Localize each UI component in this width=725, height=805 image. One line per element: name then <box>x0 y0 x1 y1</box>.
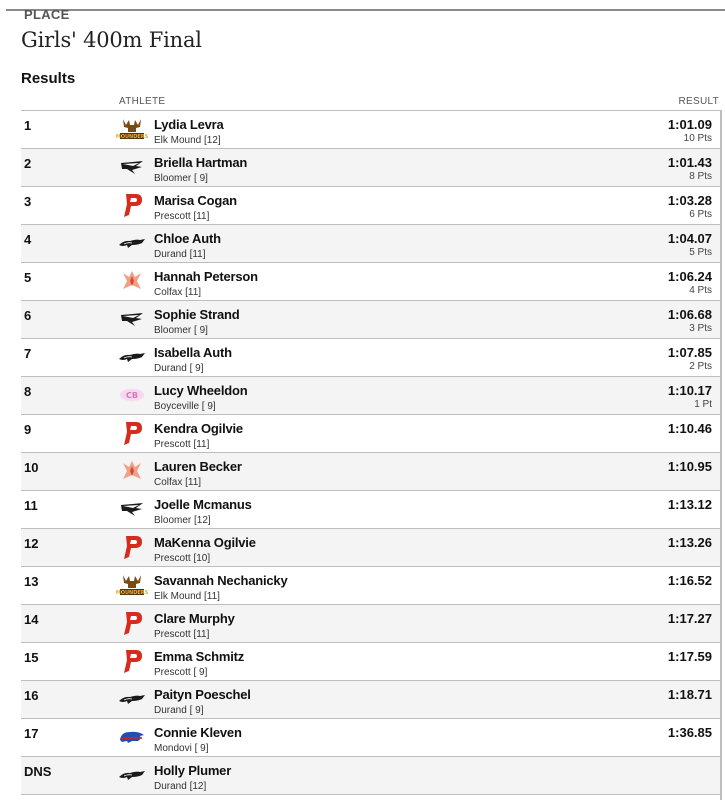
place-cell: 14 <box>24 612 39 627</box>
prescott-p-logo <box>119 421 145 445</box>
place-cell: 9 <box>24 422 32 437</box>
result-row <box>21 376 720 414</box>
result-time: 1:06.68 <box>667 307 712 322</box>
place-cell: 6 <box>24 308 32 323</box>
athlete-name[interactable]: Briella Hartman <box>154 155 248 170</box>
athlete-name[interactable]: Chloe Auth <box>154 231 221 246</box>
athlete-name[interactable]: Emma Schmitz <box>154 649 245 664</box>
place-cell: DNS <box>24 764 52 779</box>
athlete-name[interactable]: Savannah Nechanicky <box>154 573 288 588</box>
team-and-grade[interactable]: Prescott [11] <box>154 439 210 450</box>
bloomer-hawk-logo <box>119 155 145 179</box>
athlete-name[interactable]: Paityn Poeschel <box>154 687 251 702</box>
result-points: 4 Pts <box>689 285 712 296</box>
team-and-grade[interactable]: Durand [ 9] <box>154 705 204 716</box>
team-and-grade[interactable]: Elk Mound [11] <box>154 591 220 602</box>
result-time: 1:18.71 <box>667 687 712 702</box>
place-cell: 16 <box>24 688 39 703</box>
results-table <box>21 110 720 795</box>
athlete-name[interactable]: Lydia Levra <box>154 117 224 132</box>
result-time: 1:36.85 <box>667 725 712 740</box>
athlete-name[interactable]: Connie Kleven <box>154 725 242 740</box>
team-and-grade[interactable]: Boyceville [ 9] <box>154 401 216 412</box>
svg-text:CB: CB <box>126 391 138 400</box>
athlete-name[interactable]: Lucy Wheeldon <box>154 383 248 398</box>
column-header-place: PLACE <box>24 7 70 22</box>
result-row <box>21 566 720 604</box>
prescott-p-logo <box>119 535 145 559</box>
team-and-grade[interactable]: Colfax [11] <box>154 477 202 488</box>
athlete-name[interactable]: Hannah Peterson <box>154 269 258 284</box>
athlete-name[interactable]: Clare Murphy <box>154 611 235 626</box>
page-title: Girls' 400m Final <box>21 28 202 52</box>
place-cell: 8 <box>24 384 32 399</box>
boyceville-logo <box>119 383 145 407</box>
team-and-grade[interactable]: Prescott [ 9] <box>154 667 208 678</box>
place-cell: 4 <box>24 232 32 247</box>
result-row <box>21 490 720 528</box>
athlete-name[interactable]: Lauren Becker <box>154 459 242 474</box>
athlete-name[interactable]: Sophie Strand <box>154 307 240 322</box>
mondovi-buffalo-logo <box>119 725 145 749</box>
result-row <box>21 338 720 376</box>
result-row <box>21 262 720 300</box>
result-row <box>21 224 720 262</box>
team-and-grade[interactable]: Colfax [11] <box>154 287 202 298</box>
place-cell: 17 <box>24 726 39 741</box>
result-row <box>21 528 720 566</box>
result-points: 3 Pts <box>689 323 712 334</box>
durand-panther-logo <box>119 763 145 787</box>
athlete-name[interactable]: Marisa Cogan <box>154 193 237 208</box>
place-cell: 13 <box>24 574 39 589</box>
result-time: 1:13.12 <box>667 497 712 512</box>
result-time: 1:04.07 <box>667 231 712 246</box>
place-cell: 11 <box>24 498 38 513</box>
result-row <box>21 186 720 224</box>
team-and-grade[interactable]: Bloomer [ 9] <box>154 325 208 336</box>
right-divider <box>720 110 722 800</box>
place-cell: 15 <box>24 650 39 665</box>
svg-text:MOUNDERS: MOUNDERS <box>115 134 149 140</box>
place-cell: 2 <box>24 156 32 171</box>
team-and-grade[interactable]: Bloomer [ 9] <box>154 173 208 184</box>
result-row <box>21 414 720 452</box>
athlete-name[interactable]: Isabella Auth <box>154 345 232 360</box>
athlete-name[interactable]: Joelle Mcmanus <box>154 497 252 512</box>
place-cell: 3 <box>24 194 32 209</box>
athlete-name[interactable]: Holly Plumer <box>154 763 232 778</box>
team-and-grade[interactable]: Prescott [11] <box>154 211 210 222</box>
prescott-p-logo <box>119 193 145 217</box>
prescott-p-logo <box>119 649 145 673</box>
result-time: 1:16.52 <box>667 573 712 588</box>
place-cell: 7 <box>24 346 32 361</box>
prescott-p-logo <box>119 611 145 635</box>
result-time: 1:17.59 <box>667 649 712 664</box>
colfax-viking-logo <box>119 459 145 483</box>
bloomer-hawk-logo <box>119 307 145 331</box>
result-row <box>21 148 720 186</box>
result-row <box>21 452 720 490</box>
team-and-grade[interactable]: Durand [12] <box>154 781 207 792</box>
place-cell: 10 <box>24 460 39 475</box>
result-time: 1:10.46 <box>667 421 712 436</box>
result-points: 5 Pts <box>689 247 712 258</box>
result-time: 1:10.95 <box>667 459 712 474</box>
result-time: 1:03.28 <box>667 193 712 208</box>
result-time: 1:06.24 <box>667 269 712 284</box>
team-and-grade[interactable]: Durand [ 9] <box>154 363 204 374</box>
elk-mound-logo <box>115 117 149 141</box>
colfax-viking-logo <box>119 269 145 293</box>
team-and-grade[interactable]: Elk Mound [12] <box>154 135 221 146</box>
result-row <box>21 604 720 642</box>
result-row <box>21 642 720 680</box>
durand-panther-logo <box>119 687 145 711</box>
section-heading: Results <box>21 70 76 87</box>
place-cell: 1 <box>24 118 32 133</box>
result-points: 1 Pt <box>694 399 712 410</box>
team-and-grade[interactable]: Mondovi [ 9] <box>154 743 209 754</box>
result-row <box>21 756 720 795</box>
result-points: 2 Pts <box>689 361 712 372</box>
athlete-name[interactable]: Kendra Ogilvie <box>154 421 243 436</box>
place-cell: 5 <box>24 270 32 285</box>
result-points: 8 Pts <box>689 171 712 182</box>
result-row <box>21 110 720 148</box>
bloomer-hawk-logo <box>119 497 145 521</box>
team-and-grade[interactable]: Prescott [11] <box>154 629 210 640</box>
result-time: 1:10.17 <box>667 383 712 398</box>
top-divider <box>6 9 725 11</box>
elk-mound-logo <box>115 573 149 597</box>
durand-panther-logo <box>119 231 145 255</box>
result-time: 1:17.27 <box>667 611 712 626</box>
column-header-result: RESULT <box>678 96 719 107</box>
team-and-grade[interactable]: Bloomer [12] <box>154 515 211 526</box>
durand-panther-logo <box>119 345 145 369</box>
team-and-grade[interactable]: Durand [11] <box>154 249 206 260</box>
result-time: 1:01.09 <box>667 117 712 132</box>
team-and-grade[interactable]: Prescott [10] <box>154 553 211 564</box>
athlete-name[interactable]: MaKenna Ogilvie <box>154 535 256 550</box>
result-time: 1:01.43 <box>667 155 712 170</box>
result-row <box>21 718 720 756</box>
result-row <box>21 300 720 338</box>
result-row <box>21 680 720 718</box>
result-time: 1:07.85 <box>667 345 712 360</box>
svg-text:MOUNDERS: MOUNDERS <box>115 590 149 596</box>
place-cell: 12 <box>24 536 39 551</box>
result-points: 10 Pts <box>683 133 712 144</box>
column-header-athlete: ATHLETE <box>119 96 166 107</box>
result-points: 6 Pts <box>689 209 712 220</box>
result-time: 1:13.26 <box>667 535 712 550</box>
